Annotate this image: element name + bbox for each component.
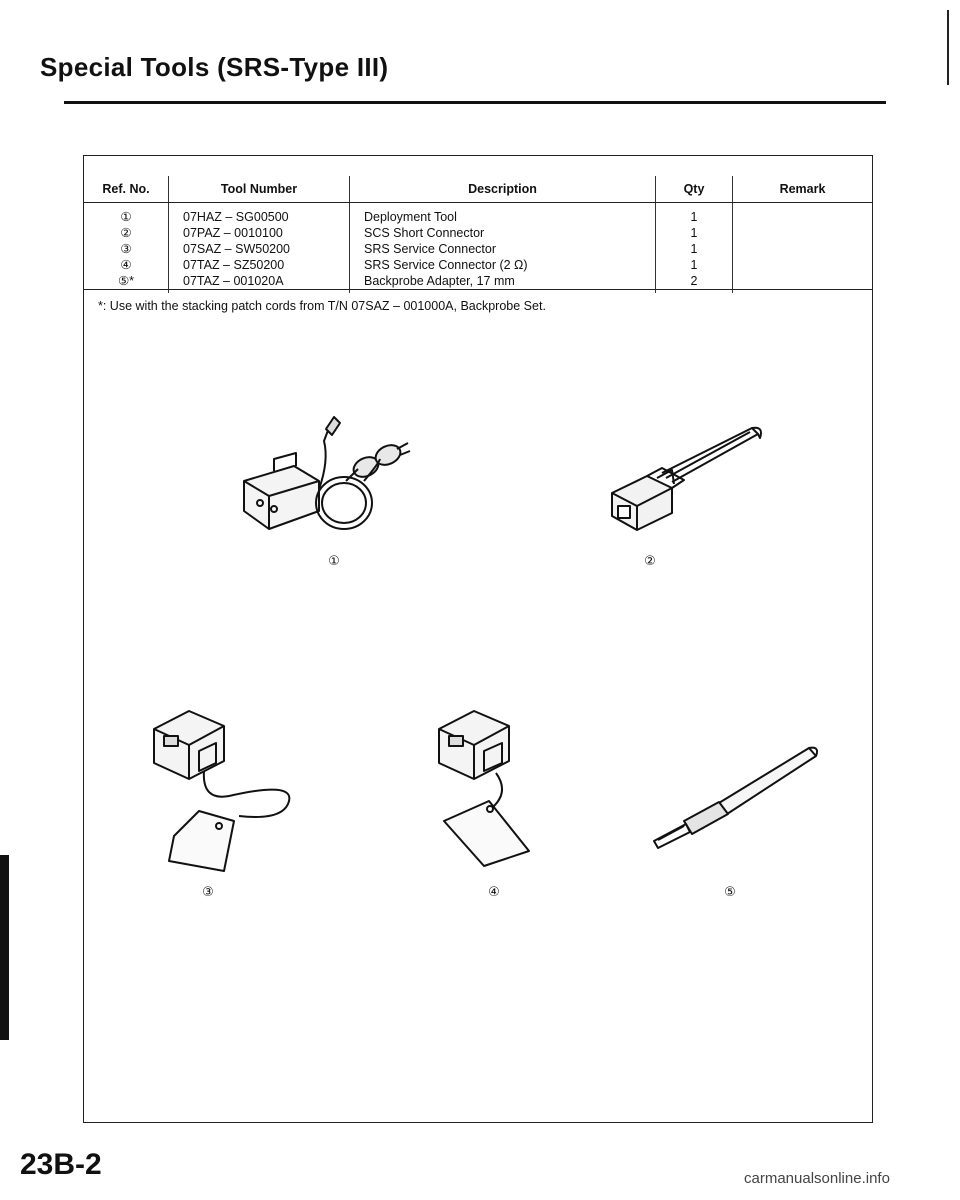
tool-number: 07PAZ – 0010100 xyxy=(183,226,283,240)
tool-number: 07TAZ – SZ50200 xyxy=(183,258,285,272)
col-header-description: Description xyxy=(350,176,656,203)
ref-no: ④ xyxy=(120,258,132,272)
table-bottom-rule xyxy=(84,289,872,290)
ref-no: ⑤* xyxy=(117,274,135,288)
tool-number-cell xyxy=(169,203,350,294)
table-body xyxy=(84,203,872,294)
service-connector-illustration xyxy=(144,701,304,881)
table-header-row xyxy=(84,176,872,203)
col-header-ref-no: Ref. No. xyxy=(84,176,169,203)
page-number: 23B-2 xyxy=(20,1148,102,1181)
table-footnote: *: Use with the stacking patch cords from T/N 07SAZ – 001000A, Backprobe Set. xyxy=(98,299,546,313)
remark-cell xyxy=(733,203,873,294)
service-connector-2ohm-illustration xyxy=(424,701,564,881)
figure-label: ① xyxy=(328,553,340,568)
title-rule xyxy=(64,101,886,104)
margin-mark xyxy=(947,10,949,85)
tool-description: SCS Short Connector xyxy=(364,226,485,240)
tools-frame xyxy=(83,155,873,1123)
tool-number: 07SAZ – SW50200 xyxy=(183,242,291,256)
ref-no: ② xyxy=(120,226,132,240)
col-header-tool-number: Tool Number xyxy=(169,176,350,203)
tool-number: 07TAZ – 001020A xyxy=(183,274,284,288)
backprobe-adapter-illustration xyxy=(644,736,824,856)
tool-number: 07HAZ – SG00500 xyxy=(183,210,289,224)
figure-label: ③ xyxy=(202,884,214,899)
tool-qty: 1 xyxy=(690,210,698,224)
ref-no: ③ xyxy=(120,242,132,256)
ref-no-cell xyxy=(84,203,169,294)
margin-bar xyxy=(0,855,9,1040)
description-cell xyxy=(350,203,656,294)
qty-cell xyxy=(656,203,733,294)
col-header-remark: Remark xyxy=(733,176,873,203)
tool-description: Deployment Tool xyxy=(364,210,457,224)
tool-description: SRS Service Connector (2 Ω) xyxy=(364,258,528,272)
col-header-qty: Qty xyxy=(656,176,733,203)
tools-table xyxy=(84,176,872,293)
figure-label: ④ xyxy=(488,884,500,899)
figure-label: ⑤ xyxy=(724,884,736,899)
tool-qty: 1 xyxy=(690,258,698,272)
tool-qty: 2 xyxy=(690,274,698,288)
tool-qty: 1 xyxy=(690,226,698,240)
short-connector-illustration xyxy=(602,418,772,533)
ref-no: ① xyxy=(120,210,132,224)
tool-description: Backprobe Adapter, 17 mm xyxy=(364,274,515,288)
tool-description: SRS Service Connector xyxy=(364,242,497,256)
page-title: Special Tools (SRS-Type III) xyxy=(40,52,389,82)
figure-label: ② xyxy=(644,553,656,568)
tool-qty: 1 xyxy=(690,242,698,256)
deployment-tool-illustration xyxy=(234,411,424,541)
watermark: carmanualsonline.info xyxy=(744,1170,890,1187)
